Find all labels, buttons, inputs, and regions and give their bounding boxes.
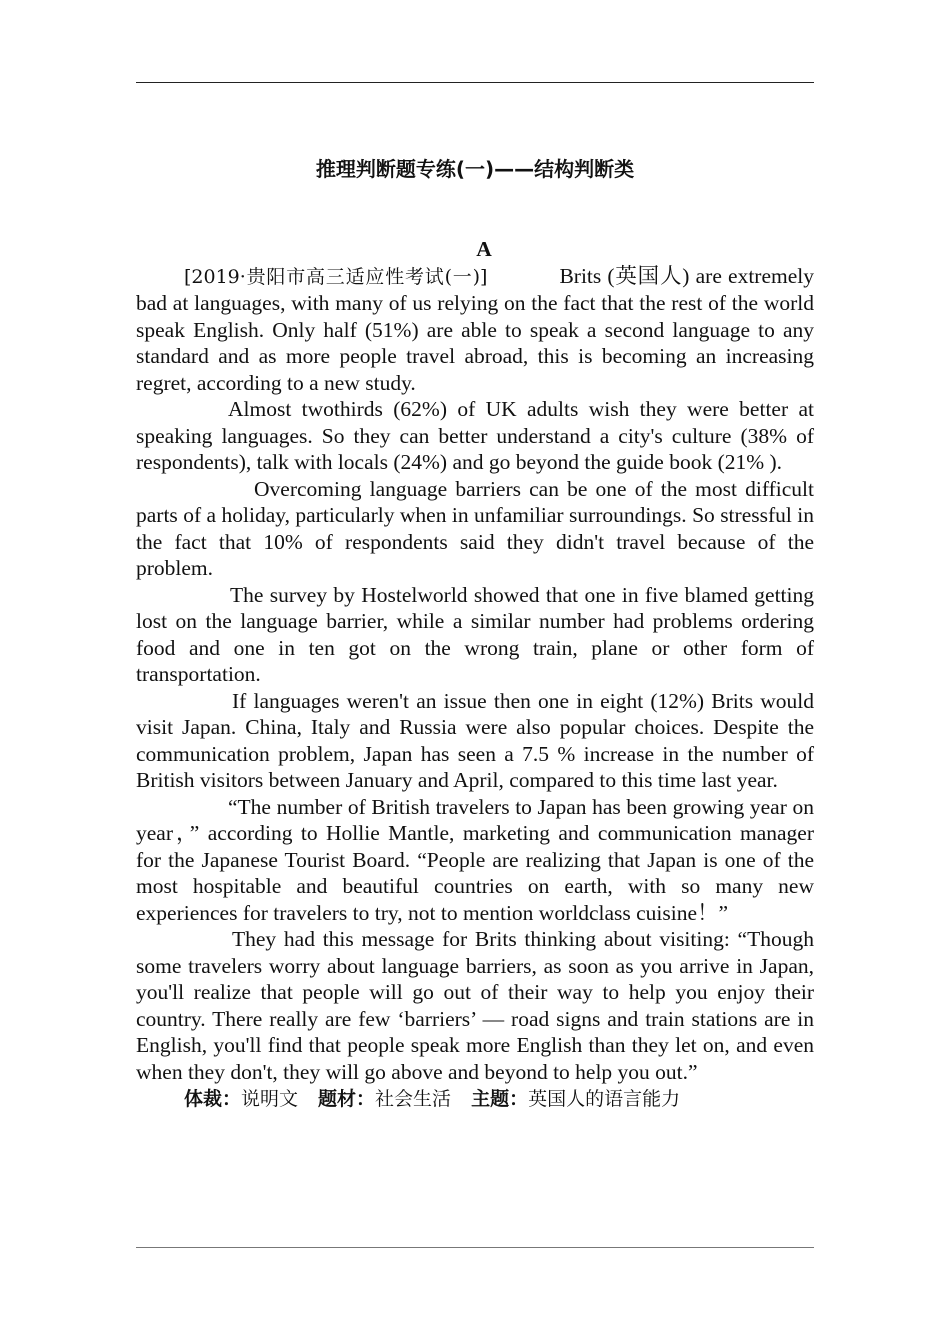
theme-value: 英国人的语言能力 bbox=[528, 1088, 681, 1110]
source-citation: [2019·贵阳市高三适应性考试(一)] bbox=[184, 265, 488, 288]
header-rule bbox=[136, 82, 814, 83]
paragraph-4: The survey by Hostelworld showed that one in five blamed getting lost on the language barrier, while a similar number had problems ordering food and one in ten got on the wrong train, plane or other form of transportation. bbox=[136, 582, 814, 686]
footer-rule bbox=[136, 1247, 814, 1248]
section-label: A bbox=[476, 237, 492, 261]
paragraph-7: They had this message for Brits thinking about visiting: “Though some travelers worry about language barriers, as soon as you arrive in Japan, you'll realize that people will go out of their way to help you enjoy their country. There really are few ‘barriers’ — road signs and train stations are in English, you'll find that people speak more English than they let on, and even when they don't, they will go above and beyond to help you out.” bbox=[136, 927, 814, 1084]
paragraph-6: “The number of British travelers to Japan has been growing year on year，” according to Hollie Mantle, marketing and communication manager for the Japanese Tourist Board. “People are realizing that Japan is one of the most hospitable and beautiful countries on earth, with so many new experiences for travelers to try, not to mention worldclass cuisine！” bbox=[136, 794, 814, 925]
paragraph-1 bbox=[136, 263, 814, 397]
theme-label: 主题： bbox=[471, 1088, 529, 1110]
passage-meta bbox=[136, 1085, 814, 1113]
paragraph-3: Overcoming language barriers can be one of the most difficult parts of a holiday, particularly when in unfamiliar surroundings. So stressful in the fact that 10% of respondents said they didn't travel because of the problem. bbox=[136, 476, 814, 580]
paragraph-1-text: Brits (英国人) are extremely bad at languages, with many of us relying on the fact that the rest of the world speak English. Only half (51%) are able to speak a second language to any standard and as more people travel abroad, this is becoming an increasing regret, according to a new study. bbox=[136, 263, 814, 395]
genre-value: 说明文 bbox=[241, 1088, 299, 1110]
topic-value: 社会生活 bbox=[375, 1088, 452, 1110]
page-title: 推理判断题专练(一)——结构判断类 bbox=[315, 157, 635, 181]
topic-label: 题材： bbox=[318, 1088, 376, 1110]
paragraph-2: Almost twothirds (62%) of UK adults wish they were better at speaking languages. So they can better understand a city's culture (38% of respondents), talk with locals (24%) and go beyond the guide book (21% ). bbox=[136, 397, 814, 474]
genre-label: 体裁： bbox=[184, 1088, 242, 1110]
paragraph-5: If languages weren't an issue then one in eight (12%) Brits would visit Japan. China, Italy and Russia were also popular choices. Despite the communication problem, Japan has seen a 7.5 % increase in the number of British visitors between January and April, compared to this time last year. bbox=[136, 688, 814, 792]
passage bbox=[136, 236, 814, 1113]
